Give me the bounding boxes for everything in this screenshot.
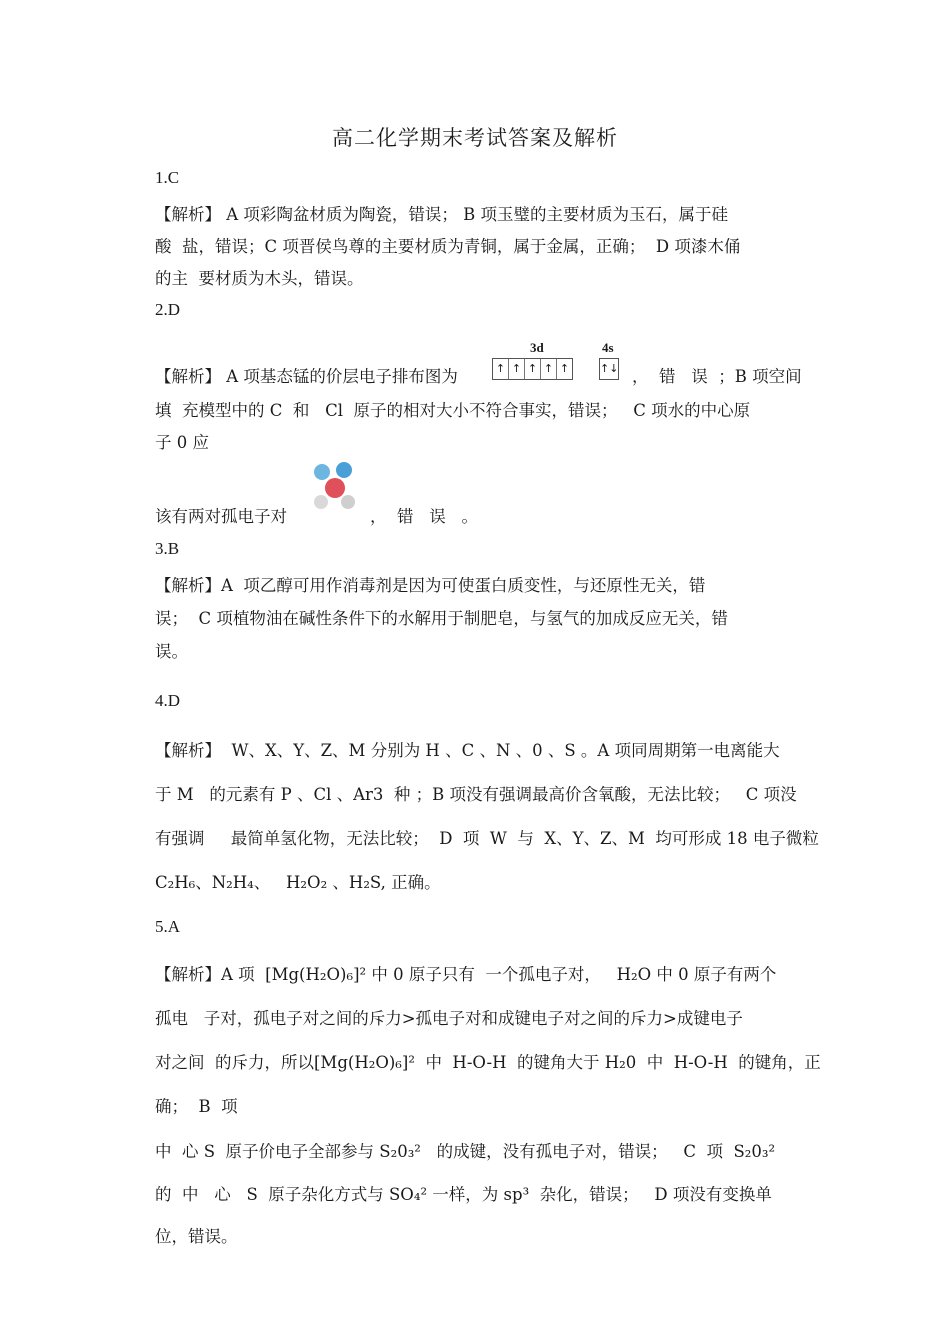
- answer-4-line-1: 【解析】 W、X、Y、Z、M 分别为 H 、C 、N 、0 、S 。A 项同周期第一电离能大: [155, 741, 780, 760]
- answer-3-number: 3.B: [155, 539, 180, 558]
- answer-4-line-4: C₂H₆、N₂H₄、 H₂O₂ 、H₂S, 正确。: [155, 873, 441, 892]
- answer-1-line-2: 酸 盐，错误；C 项晋侯鸟尊的主要材质为青铜，属于金属，正确； D 项漆木俑: [155, 237, 741, 256]
- answer-2-line-1b: ， 错 误 ；B 项空间: [632, 367, 802, 386]
- orbital-4s-box: [599, 358, 619, 380]
- answer-5-line-5: 中 心 S 原子价电子全部参与 S₂0₃² 的成键，没有孤电子对，错误； C 项 S₂0₃²: [155, 1142, 776, 1161]
- answer-1-line-1: 【解析】 A 项彩陶盆材质为陶瓷，错误； B 项玉璧的主要材质为玉石，属于硅: [155, 205, 729, 224]
- answer-5-line-2: 孤电 子对，孤电子对之间的斥力>孤电子对和成键电子对之间的斥力>成键电子: [155, 1009, 743, 1028]
- orbital-label-4s: 4s: [602, 340, 614, 355]
- orbital-box: ↑: [559, 362, 570, 375]
- orbital-3d-boxes: [492, 358, 573, 380]
- answer-4-number: 4.D: [155, 691, 181, 710]
- lone-pair-lobe-icon: [314, 464, 330, 480]
- orbital-diagram: [492, 340, 624, 384]
- answer-1-line-3: 的主 要材质为木头，错误。: [155, 269, 364, 288]
- answer-5-number: 5.A: [155, 917, 181, 936]
- answer-5-line-3: 对之间 的斥力，所以[Mg(H₂O)₆]² 中 H-O-H 的键角大于 H₂0 中 H-O-H 的键角，正: [155, 1053, 821, 1072]
- answer-5-line-4: 确； B 项: [155, 1097, 238, 1116]
- answer-2-line-3: 子 0 应: [155, 433, 209, 452]
- hydrogen-atom-icon: [314, 495, 328, 509]
- answer-2-line-4b: ， 错 误 。: [370, 507, 478, 526]
- answer-2-line-4a: 该有两对孤电子对: [155, 507, 287, 526]
- answer-5-line-7: 位，错误。: [155, 1227, 238, 1246]
- answer-1-number: 1.C: [155, 168, 180, 187]
- answer-4-line-3: 有强调 最简单氢化物，无法比较； D 项 W 与 X、Y、Z、M 均可形成 18 电子微粒: [155, 829, 819, 848]
- orbital-box: ↑: [541, 359, 557, 379]
- answer-3-line-1: 【解析】A 项乙醇可用作消毒剂是因为可使蛋白质变性，与还原性无关，错: [155, 576, 706, 595]
- orbital-box: ↑: [509, 359, 525, 379]
- water-molecule-image: [308, 460, 364, 516]
- page-title: 高二化学期末考试答案及解析: [332, 126, 618, 150]
- answer-5-line-6: 的 中 心 S 原子杂化方式与 SO₄² 一样，为 sp³ 杂化，错误； D 项没有变换单: [155, 1185, 772, 1204]
- orbital-label-3d: 3d: [530, 340, 544, 355]
- orbital-box: ↑↓: [600, 362, 619, 375]
- lone-pair-lobe-icon: [336, 462, 352, 478]
- answer-5-line-1: 【解析】A 项 [Mg(H₂O)₆]² 中 0 原子只有 一个孤电子对， H₂O 中 0 原子有两个: [155, 965, 777, 984]
- hydrogen-atom-icon: [341, 495, 355, 509]
- oxygen-atom-icon: [325, 478, 345, 498]
- orbital-box: ↑: [525, 359, 541, 379]
- answer-2-line-2: 填 充模型中的 C 和 Cl 原子的相对大小不符合事实，错误； C 项水的中心原: [155, 401, 751, 420]
- answer-2-number: 2.D: [155, 300, 181, 319]
- answer-2-line-1a: 【解析】 A 项基态锰的价层电子排布图为: [155, 367, 458, 386]
- orbital-box: ↑: [493, 359, 509, 379]
- answer-4-line-2: 于 M 的元素有 P 、Cl 、Ar3 种 ；B 项没有强调最高价含氧酸，无法比较； C 项没: [155, 785, 797, 804]
- answer-3-line-2: 误； C 项植物油在碱性条件下的水解用于制肥皂，与氢气的加成反应无关，错: [155, 609, 728, 628]
- answer-3-line-3: 误。: [155, 642, 188, 661]
